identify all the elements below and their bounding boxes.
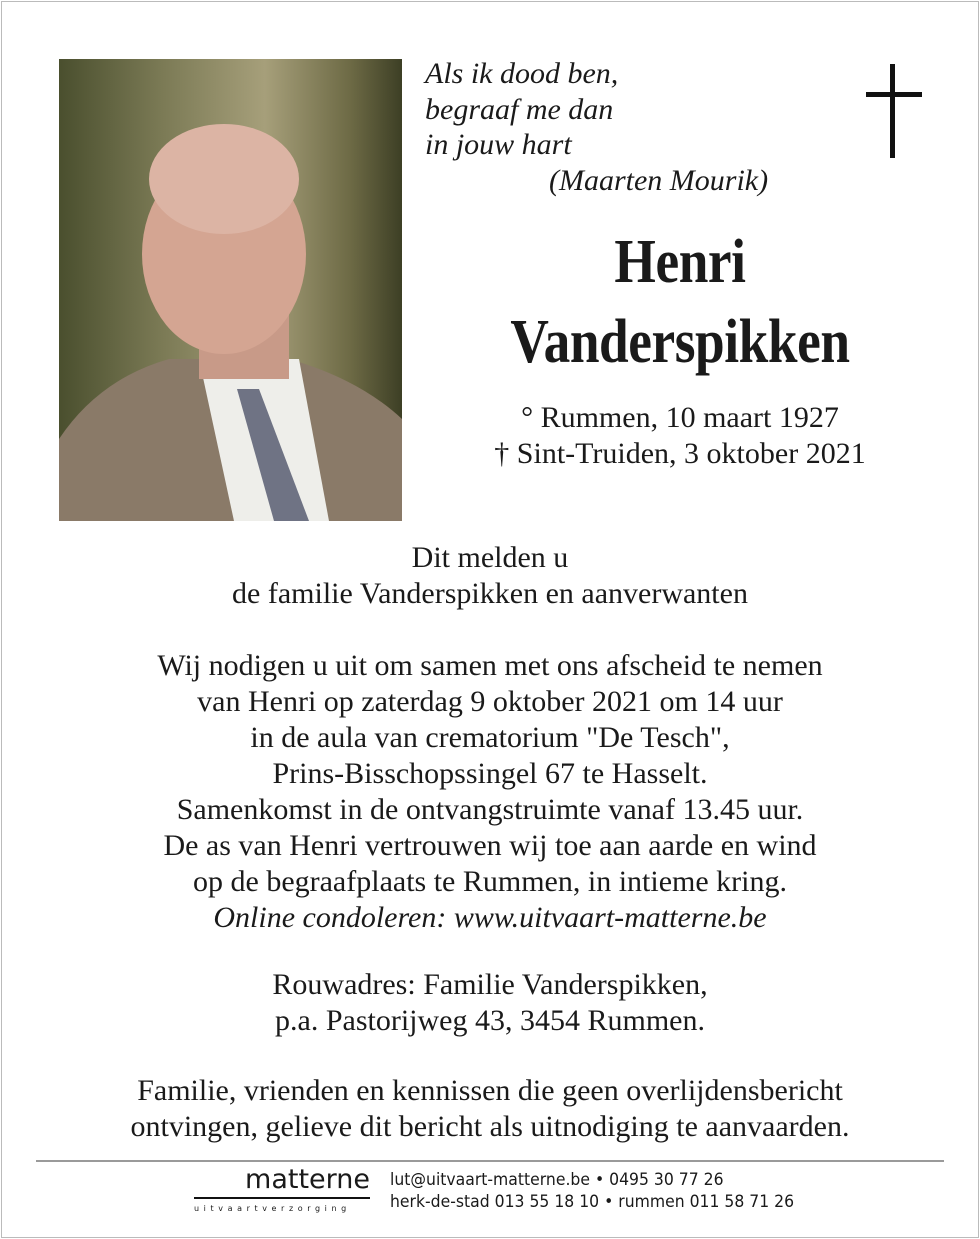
life-dates <box>440 400 920 472</box>
announcement-line: de familie Vanderspikken en aanverwanten <box>232 577 748 610</box>
closing-note <box>40 1073 940 1145</box>
first-name: Henri <box>614 228 746 296</box>
footer-contact <box>390 1169 794 1213</box>
portrait-photo <box>59 59 402 521</box>
logo-word: matterne <box>245 1164 370 1195</box>
invitation-line: Wij nodigen u uit om samen met ons afscheid te nemen <box>157 649 823 682</box>
contact-branches: herk-de-stad 013 55 18 10 • rummen 011 58 71 26 <box>390 1192 795 1212</box>
death-date: † Sint-Truiden, 3 oktober 2021 <box>494 437 866 470</box>
closing-line: ontvingen, gelieve dit bericht als uitnodiging te aanvaarden. <box>130 1110 850 1143</box>
footer-divider <box>36 1160 944 1162</box>
address-line: p.a. Pastorijweg 43, 3454 Rummen. <box>275 1004 705 1037</box>
mourning-address <box>40 967 940 1039</box>
cross-icon <box>866 64 922 158</box>
invitation-line: op de begraafplaats te Rummen, in intieme kring. <box>193 865 787 898</box>
invitation-line: van Henri op zaterdag 9 oktober 2021 om 14 uur <box>197 685 783 718</box>
last-name: Vanderspikken <box>510 308 850 376</box>
invitation-line: Prins-Bisschopssingel 67 te Hasselt. <box>272 757 708 790</box>
announcement-line: Dit melden u <box>411 541 569 574</box>
matterne-logo <box>194 1165 370 1213</box>
birth-date: ° Rummen, 10 maart 1927 <box>521 401 839 434</box>
quote-line: in jouw hart <box>425 128 572 161</box>
invitation-line: De as van Henri vertrouwen wij toe aan aarde en wind <box>163 829 817 862</box>
logo-subtitle: uitvaartverzorging <box>194 1204 351 1213</box>
quote-line: begraaf me dan <box>425 92 614 126</box>
invitation-line: in de aula van crematorium "De Tesch", <box>250 721 730 754</box>
announcement <box>40 540 940 612</box>
quote-author: (Maarten Mourik) <box>549 163 769 197</box>
invitation <box>40 648 940 936</box>
contact-email-phone: lut@uitvaart-matterne.be • 0495 30 77 26 <box>390 1170 724 1190</box>
online-condolence-link[interactable]: Online condoleren: www.uitvaart-matterne.be <box>213 901 767 934</box>
address-line: Rouwadres: Familie Vanderspikken, <box>272 968 708 1001</box>
invitation-line: Samenkomst in de ontvangstruimte vanaf 13.45 uur. <box>176 793 804 826</box>
quote-line: Als ik dood ben, <box>425 57 619 90</box>
closing-line: Familie, vrienden en kennissen die geen overlijdensbericht <box>137 1074 843 1107</box>
quote <box>425 56 768 198</box>
deceased-name <box>474 222 887 382</box>
